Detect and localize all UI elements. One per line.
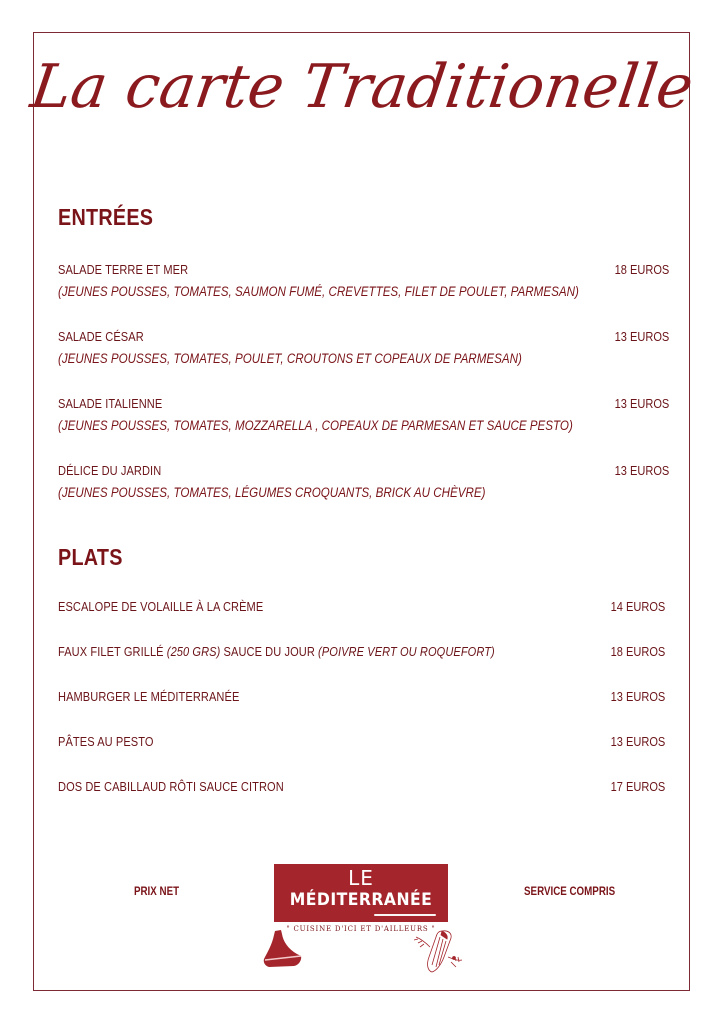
item-name: PÂTES AU PESTO [58, 734, 154, 749]
item-name: DOS DE CABILLAUD RÔTI SAUCE CITRON [58, 779, 284, 794]
tajine-icon [261, 929, 306, 969]
item-name: SALADE CÉSAR [58, 329, 144, 344]
item-name: ESCALOPE DE VOLAILLE À LA CRÈME [58, 599, 264, 614]
item-description: (JEUNES POUSSES, TOMATES, LÉGUMES CROQUANTS, BRICK AU CHÈVRE) [58, 485, 486, 500]
item-price: 13 EUROS [614, 396, 669, 411]
menu-frame [33, 32, 690, 991]
logo-tagline: " CUISINE D'ICI ET D'AILLEURS " [286, 925, 436, 933]
item-price: 13 EUROS [610, 734, 665, 749]
item-sauce-options: (POIVRE VERT OU ROQUEFORT) [318, 644, 495, 659]
menu-title: La carte Traditionelle [26, 52, 698, 122]
section-heading-entrees: ENTRÉES [58, 204, 154, 230]
item-name [58, 644, 495, 659]
item-weight: (250 GRS) [166, 644, 221, 659]
item-description: (JEUNES POUSSES, TOMATES, POULET, CROUTONS ET COPEAUX DE PARMESAN) [58, 351, 522, 366]
item-price: 13 EUROS [614, 463, 669, 478]
cicada-icon [412, 927, 464, 975]
restaurant-logo [274, 864, 448, 922]
item-name-part: SAUCE DU JOUR [220, 644, 319, 659]
item-description: (JEUNES POUSSES, TOMATES, SAUMON FUMÉ, CREVETTES, FILET DE POULET, PARMESAN) [58, 284, 579, 299]
item-price: 18 EUROS [614, 262, 669, 277]
item-description: (JEUNES POUSSES, TOMATES, MOZZARELLA , COPEAUX DE PARMESAN ET SAUCE PESTO) [58, 418, 573, 433]
logo-line-name: MÉDITERRANÉE [289, 890, 433, 910]
section-heading-plats: PLATS [58, 544, 123, 570]
item-price: 14 EUROS [610, 599, 665, 614]
item-name-part: FAUX FILET GRILLÉ [58, 644, 167, 659]
item-name: HAMBURGER LE MÉDITERRANÉE [58, 689, 240, 704]
item-name: SALADE TERRE ET MER [58, 262, 189, 277]
service-compris-note: SERVICE COMPRIS [524, 886, 616, 898]
item-price: 18 EUROS [610, 644, 665, 659]
item-price: 13 EUROS [610, 689, 665, 704]
item-price: 13 EUROS [614, 329, 669, 344]
item-name: SALADE ITALIENNE [58, 396, 163, 411]
item-price: 17 EUROS [610, 779, 665, 794]
item-name: DÉLICE DU JARDIN [58, 463, 162, 478]
prix-net-note: PRIX NET [133, 886, 180, 898]
logo-line-le: LE [348, 866, 374, 890]
logo-underline [374, 914, 436, 916]
